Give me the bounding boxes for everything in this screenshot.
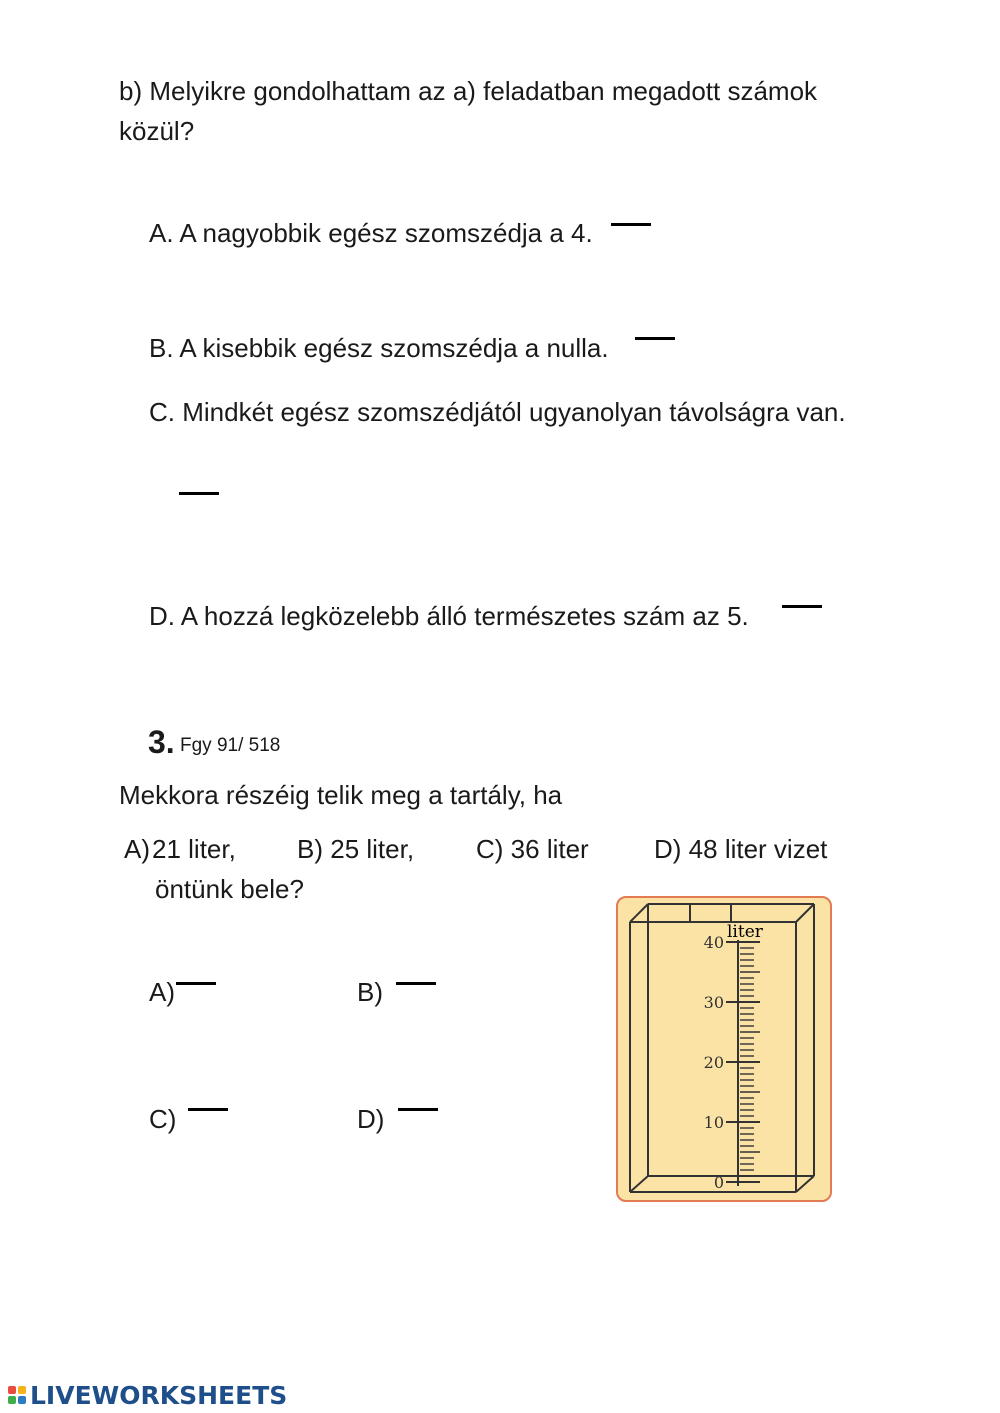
tank-unit-label: liter xyxy=(727,922,763,942)
scale-label-20: 20 xyxy=(703,1053,724,1072)
tank-illustration xyxy=(616,896,832,1202)
option-b xyxy=(149,331,609,365)
answer-blank-c[interactable] xyxy=(179,492,219,495)
choice-c-label: C) xyxy=(476,834,504,864)
option-d xyxy=(149,599,749,633)
choice-b xyxy=(297,832,414,866)
task-continuation: öntünk bele? xyxy=(155,874,304,904)
choice-c xyxy=(476,832,589,866)
answer-blank-b[interactable] xyxy=(635,337,675,340)
scale-label-10: 10 xyxy=(703,1113,724,1132)
option-c xyxy=(149,395,846,429)
choice-a-text: 21 liter, xyxy=(152,834,236,864)
choice-a xyxy=(124,832,236,866)
option-c-text: Mindkét egész szomszédjától ugyanolyan távolságra van. xyxy=(182,397,846,427)
logo-text: LIVEWORKSHEETS xyxy=(30,1380,288,1410)
scale-label-0: 0 xyxy=(713,1173,724,1192)
choice-d-text: 48 liter vizet xyxy=(688,834,828,864)
task-reference: Fgy 91/ 518 xyxy=(180,735,281,756)
option-a xyxy=(149,216,593,250)
tank-background xyxy=(617,897,831,1201)
answer-label-d: D) xyxy=(357,1104,385,1134)
answer-blank-3d[interactable] xyxy=(398,1108,438,1111)
task-number: 3. xyxy=(148,724,175,760)
choice-d-label: D) xyxy=(654,834,682,864)
question-b-line1: b) Melyikre gondolhattam az a) feladatban megadott számok xyxy=(119,76,818,106)
answer-blank-3a[interactable] xyxy=(176,982,216,985)
option-a-label: A. xyxy=(149,218,174,248)
answer-label-c: C) xyxy=(149,1104,177,1134)
answer-label-b: B) xyxy=(357,977,383,1007)
choice-a-label: A) xyxy=(124,834,150,864)
question-b-line2: közül? xyxy=(119,116,195,146)
choice-b-text: 25 liter, xyxy=(330,834,415,864)
scale-label-40: 40 xyxy=(703,933,724,952)
answer-blank-d[interactable] xyxy=(782,605,822,608)
answer-blank-3c[interactable] xyxy=(188,1108,228,1111)
option-d-text: A hozzá legközelebb álló természetes szám az 5. xyxy=(180,601,749,631)
liveworksheets-logo xyxy=(8,1380,287,1410)
task-question: Mekkora részéig telik meg a tartály, ha xyxy=(119,780,563,810)
choice-d xyxy=(654,832,827,866)
choice-b-label: B) xyxy=(297,834,323,864)
answer-blank-a[interactable] xyxy=(611,223,651,226)
logo-icon xyxy=(8,1386,26,1404)
option-b-text: A kisebbik egész szomszédja a nulla. xyxy=(179,333,609,363)
answer-label-a: A) xyxy=(149,977,175,1007)
option-b-label: B. xyxy=(149,333,174,363)
option-c-label: C. xyxy=(149,397,175,427)
option-a-text: A nagyobbik egész szomszédja a 4. xyxy=(179,218,593,248)
choice-c-text: 36 liter xyxy=(510,834,589,864)
scale-label-30: 30 xyxy=(703,993,724,1012)
answer-blank-3b[interactable] xyxy=(396,982,436,985)
option-d-label: D. xyxy=(149,601,175,631)
